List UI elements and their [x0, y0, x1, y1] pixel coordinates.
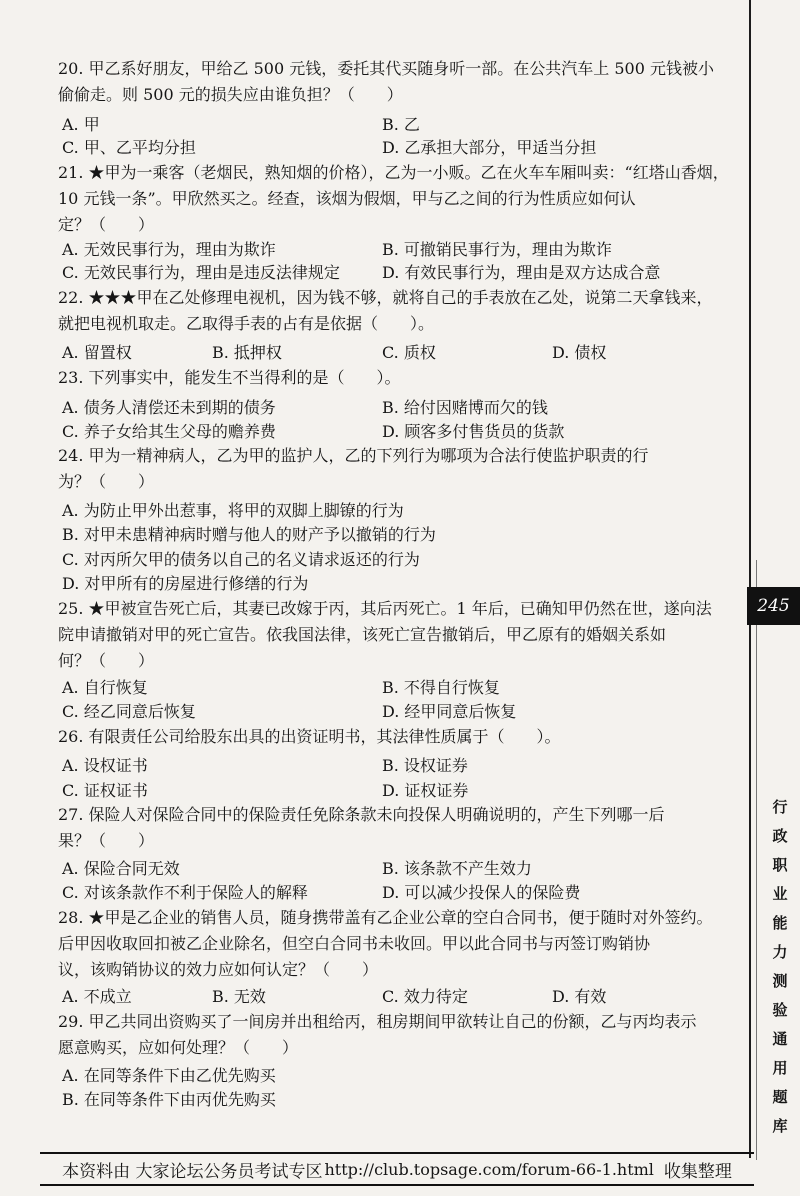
question-21-line: 10 元钱一条”。甲欣然买之。经查，该烟为假烟，甲与乙之间的行为性质应如何认 [58, 189, 636, 208]
question-24-option: B. 对甲未患精神病时赠与他人的财产予以撤销的行为 [62, 525, 436, 544]
question-27-option: C. 对该条款作不利于保险人的解释 [62, 883, 308, 902]
question-25-option: C. 经乙同意后恢复 [62, 702, 196, 721]
question-21-option: B. 可撤销民事行为，理由为欺诈 [382, 240, 612, 259]
question-20-option: A. 甲 [62, 115, 100, 134]
question-29-line: 愿意购买，应如何处理？（ ） [58, 1038, 299, 1057]
question-25-option: B. 不得自行恢复 [382, 678, 500, 697]
footer-banner [40, 1152, 754, 1186]
question-22-option: A. 留置权 [62, 343, 132, 362]
question-21-option: C. 无效民事行为，理由是违反法律规定 [62, 263, 340, 282]
question-29-option: A. 在同等条件下由乙优先购买 [62, 1066, 276, 1085]
question-25-option: D. 经甲同意后恢复 [382, 702, 517, 721]
question-20-line: 偷偷走。则 500 元的损失应由谁负担？（ ） [58, 85, 403, 104]
side-title-char: 职 [772, 856, 788, 874]
question-28-option: D. 有效 [552, 987, 607, 1006]
question-27-line: 27. 保险人对保险合同中的保险责任免除条款未向投保人明确说明的，产生下列哪一后 [58, 805, 665, 824]
question-21-line: 21. ★甲为一乘客（老烟民，熟知烟的价格），乙为一小贩。乙在火车车厢叫卖：“红塔山香烟， [58, 163, 729, 182]
side-title-char: 用 [772, 1059, 788, 1077]
side-title-char: 行 [772, 798, 788, 816]
question-25-line: 院申请撤销对甲的死亡宣告。依我国法律，该死亡宣告撤销后，甲乙原有的婚姻关系如 [58, 625, 667, 644]
side-title-char: 测 [772, 972, 788, 990]
side-title-char: 题 [772, 1088, 788, 1106]
question-22-option: B. 抵押权 [212, 343, 282, 362]
side-title-char: 库 [772, 1117, 788, 1135]
page-number: 245 [757, 596, 790, 616]
question-21-line: 定？（ ） [58, 215, 155, 234]
question-24-line: 24. 甲为一精神病人，乙为甲的监护人，乙的下列行为哪项为合法行使监护职责的行 [58, 446, 649, 465]
question-26-option: C. 证权证书 [62, 781, 148, 800]
question-25-line: 25. ★甲被宣告死亡后，其妻已改嫁于丙，其后丙死亡。1 年后，已确知甲仍然在世，遂向法 [58, 599, 712, 618]
question-28-option: A. 不成立 [62, 987, 132, 1006]
question-29-option: B. 在同等条件下由丙优先购买 [62, 1090, 276, 1109]
question-21-option: D. 有效民事行为，理由是双方达成合意 [382, 263, 661, 282]
question-26-option: A. 设权证书 [62, 756, 148, 775]
question-27-line: 果？（ ） [58, 831, 155, 850]
question-22-line: 22. ★★★甲在乙处修理电视机，因为钱不够，就将自己的手表放在乙处，说第二天拿钱来， [58, 288, 713, 307]
question-28-line: 28. ★甲是乙企业的销售人员，随身携带盖有乙企业公章的空白合同书，便于随时对外签约。 [58, 908, 713, 927]
question-25-line: 何？（ ） [58, 651, 155, 670]
question-29-line: 29. 甲乙共同出资购买了一间房并出租给丙，租房期间甲欲转让自己的份额，乙与丙均表示 [58, 1012, 697, 1031]
question-20-line: 20. 甲乙系好朋友，甲给乙 500 元钱，委托其代买随身听一部。在公共汽车上 500 元钱被小 [58, 59, 714, 78]
question-27-option: B. 该条款不产生效力 [382, 859, 532, 878]
question-27-option: D. 可以减少投保人的保险费 [382, 883, 581, 902]
question-20-option: B. 乙 [382, 115, 420, 134]
question-20-option: C. 甲、乙平均分担 [62, 138, 196, 157]
question-23-option: D. 顾客多付售货员的货款 [382, 422, 565, 441]
question-22-line: 就把电视机取走。乙取得手表的占有是依据（ ）。 [58, 314, 435, 333]
question-27-option: A. 保险合同无效 [62, 859, 180, 878]
footer-prefix: 本资料由 大家论坛公务员考试专区 [62, 1161, 323, 1182]
side-title-char: 验 [772, 1001, 788, 1019]
margin-rule-inner [756, 560, 757, 1160]
question-24-option: A. 为防止甲外出惹事，将甲的双脚上脚镣的行为 [62, 501, 404, 520]
question-22-option: C. 质权 [382, 343, 436, 362]
question-20-option: D. 乙承担大部分，甲适当分担 [382, 138, 597, 157]
question-26-option: B. 设权证券 [382, 756, 468, 775]
question-28-option: B. 无效 [212, 987, 266, 1006]
margin-rule [749, 0, 751, 1158]
page-number-tab [747, 587, 800, 625]
question-23-option: C. 养子女给其生父母的赡养费 [62, 422, 276, 441]
footer-url[interactable]: http://club.topsage.com/forum-66-1.html [324, 1159, 654, 1179]
question-26-option: D. 证权证券 [382, 781, 469, 800]
question-26-line: 26. 有限责任公司给股东出具的出资证明书，其法律性质属于（ ）。 [58, 727, 561, 746]
question-24-option: C. 对丙所欠甲的债务以自己的名义请求返还的行为 [62, 550, 420, 569]
footer-suffix: 收集整理 [663, 1161, 732, 1182]
question-28-line: 后甲因收取回扣被乙企业除名，但空白合同书未收回。甲以此合同书与丙签订购销协 [58, 934, 651, 953]
side-title-char: 力 [772, 943, 788, 961]
side-title-char: 政 [772, 827, 788, 845]
question-28-line: 议，该购销协议的效力应如何认定？（ ） [58, 960, 379, 979]
question-28-option: C. 效力待定 [382, 987, 468, 1006]
question-23-option: B. 给付因赌博而欠的钱 [382, 398, 548, 417]
question-24-option: D. 对甲所有的房屋进行修缮的行为 [62, 574, 309, 593]
question-24-line: 为？（ ） [58, 472, 155, 491]
question-21-option: A. 无效民事行为，理由为欺诈 [62, 240, 276, 259]
side-title-char: 通 [772, 1030, 788, 1048]
question-22-option: D. 债权 [552, 343, 607, 362]
question-25-option: A. 自行恢复 [62, 678, 148, 697]
question-23-option: A. 债务人清偿还未到期的债务 [62, 398, 276, 417]
question-23-line: 23. 下列事实中，能发生不当得利的是（ ）。 [58, 368, 401, 387]
side-title-char: 业 [772, 885, 788, 903]
side-title-char: 能 [772, 914, 788, 932]
